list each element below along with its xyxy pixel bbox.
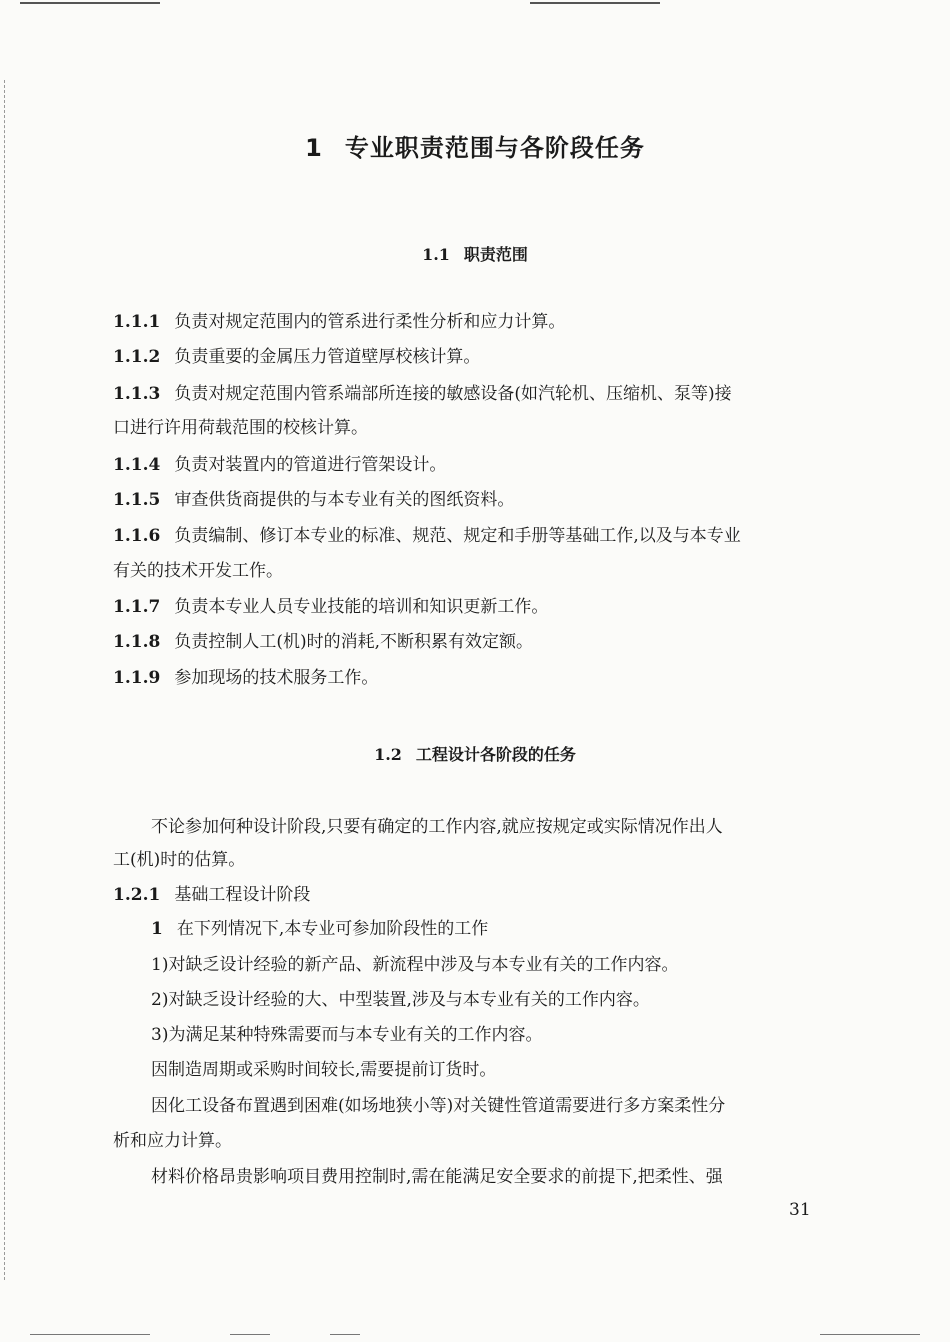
section-number: 1.2: [374, 745, 402, 764]
clause-number: 1.1.4: [113, 455, 161, 475]
clause-number: 1.1.5: [113, 490, 161, 510]
clause-number: 1.1.7: [113, 597, 161, 617]
clause-text: 口进行许用荷载范围的校核计算。: [113, 418, 368, 438]
paragraph-text: 在下列情况下,本专业可参加阶段性的工作: [176, 919, 489, 939]
paragraph-text: 2)对缺乏设计经验的大、中型装置,涉及与本专业有关的工作内容。: [151, 990, 650, 1010]
clause-text: 负责本专业人员专业技能的培训和知识更新工作。: [174, 597, 549, 617]
list-item: [113, 666, 843, 690]
list-item: [113, 310, 843, 334]
clause-text: 负责对规定范围内管系端部所连接的敏感设备(如汽轮机、压缩机、泵等)接: [174, 384, 732, 404]
list-item: [113, 416, 843, 440]
list-item: [113, 488, 843, 512]
clause-text: 审查供货商提供的与本专业有关的图纸资料。: [174, 490, 515, 510]
list-item: [113, 524, 843, 548]
clause-text: 负责对规定范围内的管系进行柔性分析和应力计算。: [174, 312, 566, 332]
clause-number: 1.1.6: [113, 526, 161, 546]
paragraph-line: [151, 1165, 881, 1189]
paragraph-text: 1)对缺乏设计经验的新产品、新流程中涉及与本专业有关的工作内容。: [151, 955, 679, 975]
list-item: [113, 630, 843, 654]
clause-text: 负责对装置内的管道进行管架设计。: [174, 455, 447, 475]
paragraph-line: [151, 1058, 881, 1082]
clause-text: 负责编制、修订本专业的标准、规范、规定和手册等基础工作,以及与本专业: [174, 526, 741, 546]
paragraph-text: 不论参加何种设计阶段,只要有确定的工作内容,就应按规定或实际情况作出人: [151, 817, 723, 837]
clause-text: 负责重要的金属压力管道壁厚校核计算。: [174, 347, 481, 367]
clause-number: 1.1.9: [113, 668, 161, 688]
list-item: [113, 382, 843, 406]
paragraph-text: 析和应力计算。: [113, 1131, 232, 1151]
page-number: 31: [789, 1200, 811, 1220]
paragraph-text: 因化工设备布置遇到困难(如场地狭小等)对关键性管道需要进行多方案柔性分: [151, 1096, 726, 1116]
paragraph-line: [151, 953, 881, 977]
section-number: 1.1: [422, 245, 450, 264]
paragraph-line: [113, 1129, 843, 1153]
scan-edge-top: [0, 0, 950, 8]
chapter-title-text: 专业职责范围与各阶段任务: [344, 134, 645, 162]
scan-edge-bottom: [0, 1334, 950, 1336]
paragraph-line: [113, 883, 843, 907]
clause-text: 有关的技术开发工作。: [113, 561, 283, 581]
clause-number: 1.1.8: [113, 632, 161, 652]
clause-text: 负责控制人工(机)时的消耗,不断积累有效定额。: [174, 632, 533, 652]
paragraph-line: [113, 848, 843, 872]
section-title-1-2: [0, 742, 950, 765]
list-item: [113, 559, 843, 583]
paragraph-text: 因制造周期或采购时间较长,需要提前订货时。: [151, 1060, 497, 1080]
clause-number: 1.1.1: [113, 312, 161, 332]
list-item: [113, 595, 843, 619]
list-item: [113, 453, 843, 477]
paragraph-line: [151, 1023, 881, 1047]
paragraph-text: 材料价格昂贵影响项目费用控制时,需在能满足安全要求的前提下,把柔性、强: [151, 1167, 723, 1187]
paragraph-line: [151, 988, 881, 1012]
section-title-1-1: [0, 242, 950, 265]
paragraph-text: 基础工程设计阶段: [174, 885, 311, 905]
clause-number: 1.2.1: [113, 885, 161, 905]
paragraph-text: 工(机)时的估算。: [113, 850, 246, 870]
paragraph-line: [151, 1094, 881, 1118]
chapter-title: [0, 128, 950, 163]
paragraph-line: [151, 917, 881, 941]
chapter-number: 1: [305, 134, 323, 162]
paragraph-line: [151, 815, 881, 839]
section-title-text: 工程设计各阶段的任务: [415, 745, 576, 764]
clause-number: 1.1.2: [113, 347, 161, 367]
section-title-text: 职责范围: [463, 245, 528, 264]
clause-text: 参加现场的技术服务工作。: [174, 668, 379, 688]
list-item: [113, 345, 843, 369]
clause-number: 1.1.3: [113, 384, 161, 404]
clause-number: 1: [151, 919, 163, 939]
paragraph-text: 3)为满足某种特殊需要而与本专业有关的工作内容。: [151, 1025, 543, 1045]
